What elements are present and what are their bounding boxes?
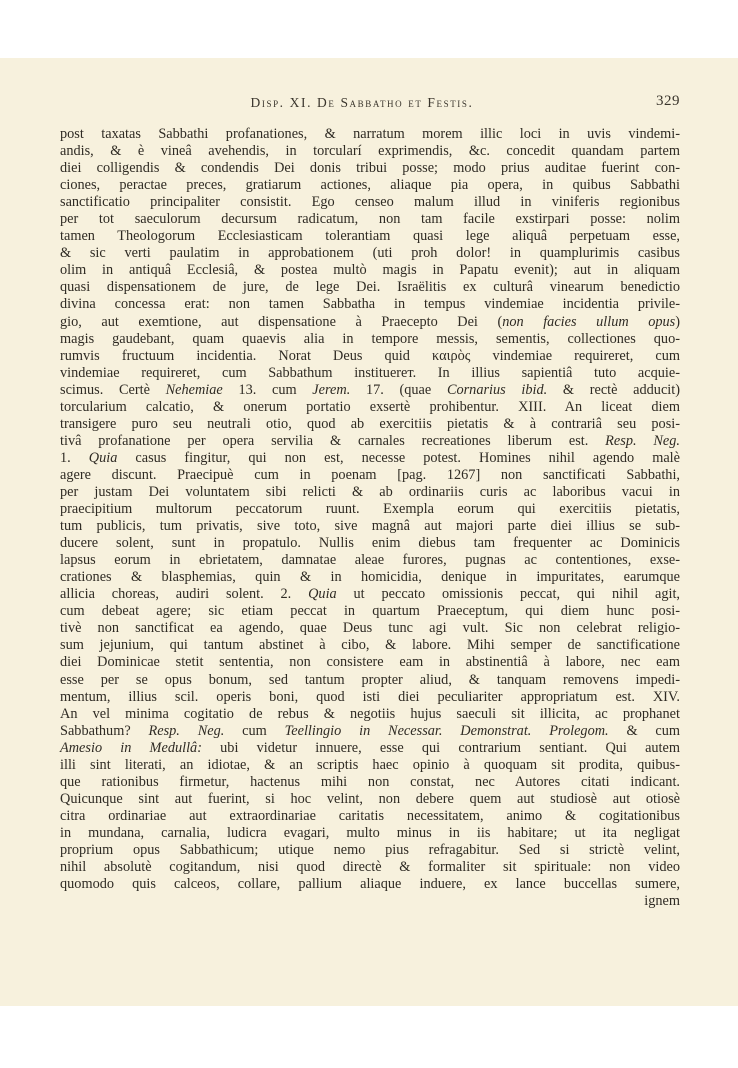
text-segment: agere discunt. Praecipuè cum in poenam [pag. 1267] non sanctificati Sabbathi, [60, 466, 680, 483]
text-line [60, 262, 680, 279]
text-segment: & cum [608, 722, 681, 739]
text-segment: tamen Theologorum Ecclesiasticam tolerantiam quasi lege aliquâ perpetuam esse, [60, 228, 680, 245]
text-line [60, 825, 680, 842]
text-line [60, 518, 680, 535]
text-segment: ducere solent, sunt in propatulo. Nullis enim diebus tam frequenter ac Dominicis [60, 535, 680, 552]
text-segment: transigere puro seu neutrali otio, quod ab exercitiis pietatis & à contrariâ seu posi- [60, 415, 680, 432]
text-segment: tivè non sanctificat ea agendo, quae Deus tunc agi vult. Sic non celebrat religio- [60, 620, 680, 637]
text-segment: divina concessa erat: non tamen Sabbatha in tempus vindemiae incidentia privile- [60, 296, 680, 313]
text-segment: magis gaudebant, quam quaevis alia in tempore messis, sementis, collectiones quo- [60, 330, 680, 347]
text-line [60, 501, 680, 518]
text-line [60, 535, 680, 552]
text-segment: andis, & è vineâ avehendis, in torcularí exprimendis, &c. concedit quandam partem [60, 143, 680, 160]
text-segment: proprium opus Sabbathicum; utique nemo pius refragabitur. Sed si strictè velint, [60, 841, 680, 858]
text-segment: ciones, peractae preces, gratiarum actiones, aliaque pia opera, in quibus Sabbathi [60, 177, 680, 194]
page-number: 329 [656, 93, 680, 109]
text-line [60, 706, 680, 723]
text-line [60, 654, 680, 671]
italic-text: Jerem. [312, 381, 351, 398]
italic-text: Amesio in Medullâ: [60, 739, 202, 756]
text-segment: 1. [60, 449, 89, 466]
text-segment: ) [675, 313, 680, 330]
text-line [60, 484, 680, 501]
text-line [60, 228, 680, 245]
text-segment: tum publicis, tum privatis, sive toto, sive magnâ aut majori parte diei illius se sub- [60, 518, 680, 535]
text-segment: in mundana, carnalia, ludicra evagari, multo minus in iis habitare; ut ita negligat [60, 824, 680, 841]
text-line [60, 382, 680, 399]
text-segment: rumvis fructuum incidentia. Norat Deus quid καιρὸς vindemiae requireret, cum [60, 347, 680, 364]
text-segment: Sabbathum? [60, 722, 149, 739]
text-segment: esse per se opus bonum, sed tantum propter aliud, & tanquam removens impedi- [60, 671, 680, 688]
text-segment: diei Dominicae stetit sententia, non consistere eam in abstinentiâ à labore, nec eam [60, 654, 680, 671]
italic-text: Nehemiae [165, 381, 223, 398]
text-line [60, 893, 680, 910]
text-segment: quasi dispensationem de jure, de lege Dei. Israëlitis ex culturâ vinearum benedictio [60, 279, 680, 296]
text-segment: cum debeat agere; sic etiam peccat in quartum Praeceptum, qui diem hunc posi- [60, 603, 680, 620]
italic-text: Quia [88, 449, 118, 466]
text-line [60, 791, 680, 808]
text-segment: ignem [644, 893, 680, 910]
italic-text: Resp. Neg. [148, 722, 225, 739]
text-segment: ut peccato omissionis peccat, qui nihil agit, [336, 586, 680, 603]
text-line [60, 552, 680, 569]
text-line [60, 859, 680, 876]
italic-text: Quia [308, 586, 337, 603]
text-segment: Quicunque sint aut fuerint, si hoc velint, non debere quem aut studiosè aut otiosè [60, 790, 680, 807]
running-title: Disp. XI. De Sabbatho et Festis. [250, 95, 474, 110]
text-segment: 17. (quae [350, 381, 447, 398]
text-line [60, 603, 680, 620]
text-line [60, 672, 680, 689]
text-segment: tivâ profanatione per opera servilia & carnales recreationes liberum est. [60, 432, 606, 449]
text-segment: que rationibus firmetur, hactenus mihi non constat, nec Autores citati indicant. [60, 773, 680, 790]
text-line [60, 757, 680, 774]
text-line [60, 416, 680, 433]
text-line [60, 876, 680, 893]
text-line [60, 723, 680, 740]
text-line [60, 433, 680, 450]
text-line [60, 314, 680, 331]
text-segment: citra ordinariae aut extraordinariae caritatis necessitatem, animo & cogitationibus [60, 807, 680, 824]
text-line [60, 194, 680, 211]
text-segment: torcularium calcatio, & onerum portatio exsertè prohibentur. XIII. An liceat diem [60, 398, 680, 415]
text-segment: 13. cum [222, 381, 313, 398]
text-segment: & rectè adducit) [547, 381, 680, 398]
text-segment: sanctificatio principaliter consistit. Ego censeo malum illud in viniferis regionibus [60, 194, 680, 211]
text-line [60, 296, 680, 313]
text-segment: per justam Dei voluntatem sibi relicti & ab ordinariis curis ac laboribus vacui in [60, 483, 680, 500]
text-line [60, 450, 680, 467]
text-line [60, 586, 680, 603]
text-line [60, 774, 680, 791]
italic-text: Teellingio in Necessar. Demonstrat. Prolegom. [284, 722, 609, 739]
text-line [60, 126, 680, 143]
text-segment: vindemiae requireret, cum Sabbathum instituerет. In illius sapientiâ tuto acquie- [60, 364, 680, 381]
text-segment: nihil absolutè cogitandum, nisi quod directè & formaliter sit spirituale: non video [60, 859, 680, 876]
text-line [60, 620, 680, 637]
page-header [60, 95, 680, 115]
text-line [60, 365, 680, 382]
text-segment: scimus. Certè [60, 381, 166, 398]
text-line [60, 637, 680, 654]
text-segment: illi sint literati, an idiotae, & an scriptis haec opinio à quoquam sit prodita, quibus- [60, 756, 680, 773]
text-segment: crationes & blasphemias, quin & in homicidia, denique in impuritates, earumque [60, 569, 680, 586]
text-line [60, 211, 680, 228]
text-segment: olim in antiquâ Ecclesiâ, & postea multò magis in Papatu evenit); aut in aliquam [60, 262, 680, 279]
text-line [60, 689, 680, 706]
text-segment: sum jejunium, qui tantum abstinet à cibo, & labore. Mihi semper de sanctificatione [60, 637, 680, 654]
text-line [60, 842, 680, 859]
text-segment: & sic verti paulatim in approbationem (uti proh dolor! in quamplurimis casibus [60, 245, 680, 262]
text-line [60, 467, 680, 484]
text-segment: gio, aut exemtione, aut dispensatione à Praecepto Dei ( [60, 313, 503, 330]
text-segment: post taxatas Sabbathi profanationes, & narratum morem illic loci in uvis vindemi- [60, 126, 680, 142]
italic-text: Resp. Neg. [605, 432, 680, 449]
text-line [60, 569, 680, 586]
text-segment: allicia choreas, audiri solent. 2. [60, 586, 309, 603]
text-line [60, 177, 680, 194]
text-line [60, 740, 680, 757]
body-text [60, 126, 680, 910]
text-segment: ubi videtur innuere, esse qui contrarium sentiant. Qui autem [201, 739, 680, 756]
text-segment: lapsus eorum in ebrietatem, damnatae aleae furores, pugnas ac contentiones, exse- [60, 552, 680, 569]
text-line [60, 399, 680, 416]
text-segment: praecipitium multorum peccatorum ruunt. Exempla eorum qui exercitiis pietatis, [60, 501, 680, 518]
text-line [60, 143, 680, 160]
text-segment: cum [224, 722, 285, 739]
text-line [60, 245, 680, 262]
text-line [60, 808, 680, 825]
text-line [60, 348, 680, 365]
text-line [60, 331, 680, 348]
text-line [60, 279, 680, 296]
text-segment: mentum, illius scil. operis boni, quod isti diei peculiariter appropriatum est. XIV. [60, 688, 680, 705]
book-page [0, 58, 738, 1006]
text-line [60, 160, 680, 177]
text-segment: diei colligendis & condendis Dei donis tribui posse; modo prius auditae fuerint con- [60, 160, 680, 177]
text-segment: quomodo quis calceos, collare, pallium aliaque induere, ex lance buccellas sumere, [60, 876, 680, 893]
italic-text: non facies ullum opus [502, 313, 676, 330]
italic-text: Cornarius ibid. [446, 381, 548, 398]
text-segment: casus fingitur, qui non est, necesse potest. Homines nihil agendo malè [117, 449, 681, 466]
text-segment: per tot saeculorum decursum radicatum, non tam facile exstirpari posse: nolim [60, 211, 680, 228]
text-segment: An vel minima cogitatio de rebus & negotiis hujus saeculi sit illicita, ac prophanet [60, 705, 680, 722]
